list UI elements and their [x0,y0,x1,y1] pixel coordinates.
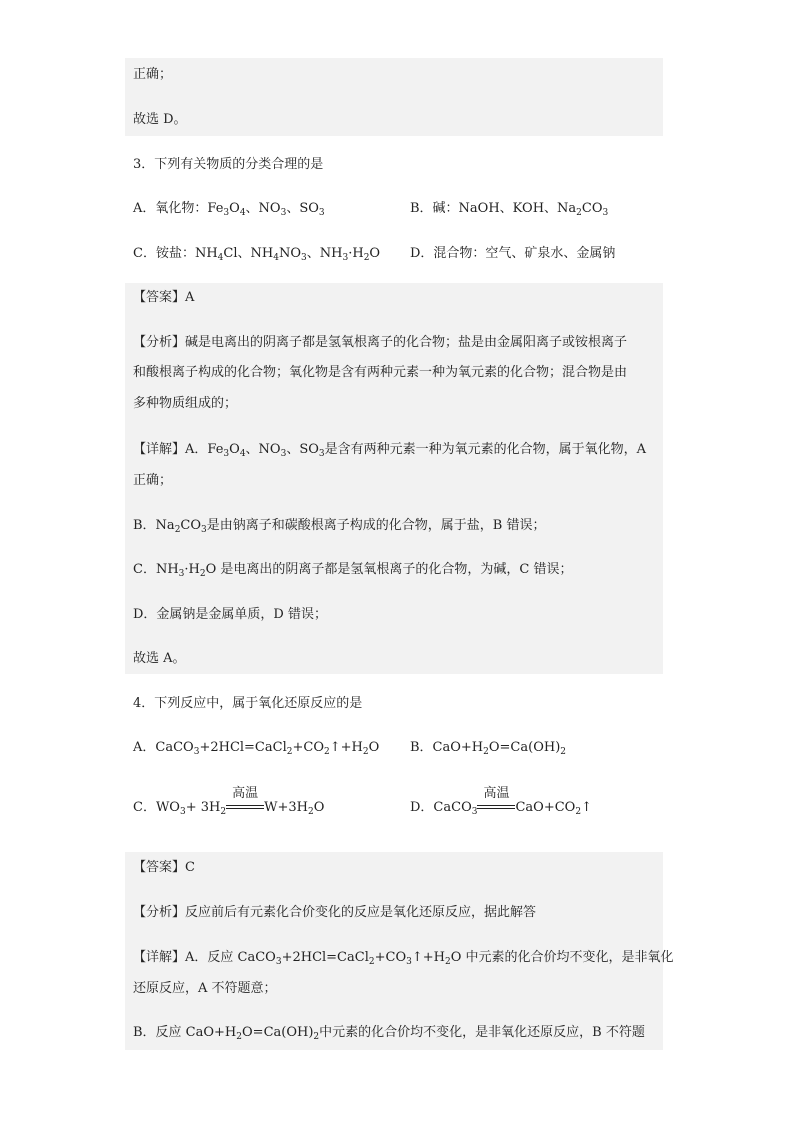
q3-option-c: C．铵盐：$NH_4Cl$、$NH_4NO_3$、$NH_3\cdot H_2O$ [133,246,381,263]
q3-detail-c: C．$NH_3\cdot H_2O$ 是电离出的阴离子都是氢氧根离子的化合物，为碱，C 错误； [133,562,573,579]
answer-band-q2 [125,58,663,136]
q3-detail-a-line1: 【详解】A．$Fe_3O_4$、$NO_3$、$SO_3$是含有两种元素一种为氧元素的化合物，属于氧化物，A [133,442,647,459]
q3-option-d: D．混合物：空气、矿泉水、金属钠 [410,246,616,261]
reaction-condition-arrow: 高温 [477,799,515,817]
q4-option-a: A．$CaCO_3+2HCl=CaCl_2+CO_2↑+H_2O$ [133,740,380,757]
q3-answer: 【答案】A [133,290,195,305]
q4-detail-b: B．反应 $CaO+H_2O=Ca(OH)_2$中元素的化合价均不变化，是非氧化还原反应，B 不符题 [133,1025,645,1042]
q3-detail-d: D．金属钠是金属单质，D 错误； [133,607,327,622]
reaction-condition-arrow: 高温 [226,799,264,817]
q2-final-answer: 故选 D。 [133,112,187,127]
q3-detail-b: B．$Na_2CO_3$是由钠离子和碳酸根离子构成的化合物，属于盐，B 错误； [133,518,546,535]
q4-option-b: B．$CaO+H_2O=Ca(OH)_2$ [410,740,566,757]
q4-answer: 【答案】C [133,860,195,875]
q3-analysis-line3: 多种物质组成的； [133,396,238,411]
q4-option-d: D．CaCO$_3$ 高温 $CaO+CO_2↑$ [410,786,592,817]
q4-detail-a-line1: 【详解】A．反应 $CaCO_3+2HCl=CaCl_2+CO_3↑+H_2O$ 中元素的化合价均不变化，是非氧化 [133,950,674,967]
q4-stem: 4．下列反应中，属于氧化还原反应的是 [133,696,363,711]
q3-final-answer: 故选 A。 [133,651,186,666]
q4-analysis: 【分析】反应前后有元素化合价变化的反应是氧化还原反应，据此解答 [133,905,537,920]
q4-detail-a-line2: 还原反应，A 不符题意； [133,981,277,996]
q4-option-c: C．$WO_3+ 3H_2$ 高温 $W+3H_2O$ [133,786,325,817]
q3-stem: 3．下列有关物质的分类合理的是 [133,157,324,172]
q3-option-b: B．碱：NaOH、KOH、$Na_2CO_3$ [410,201,609,218]
q3-analysis-line2: 和酸根离子构成的化合物；氧化物是含有两种元素一种为氧元素的化合物；混合物是由 [133,365,628,380]
q3-option-a: A．氧化物：$Fe_3O_4$、$NO_3$、$SO_3$ [133,201,325,218]
q3-analysis-line1: 【分析】碱是电离出的阴离子都是氢氧根离子的化合物；盐是由金属阳离子或铵根离子 [133,335,628,350]
q3-detail-a-line2: 正确； [133,473,173,488]
q2-correct-line: 正确； [133,67,173,82]
